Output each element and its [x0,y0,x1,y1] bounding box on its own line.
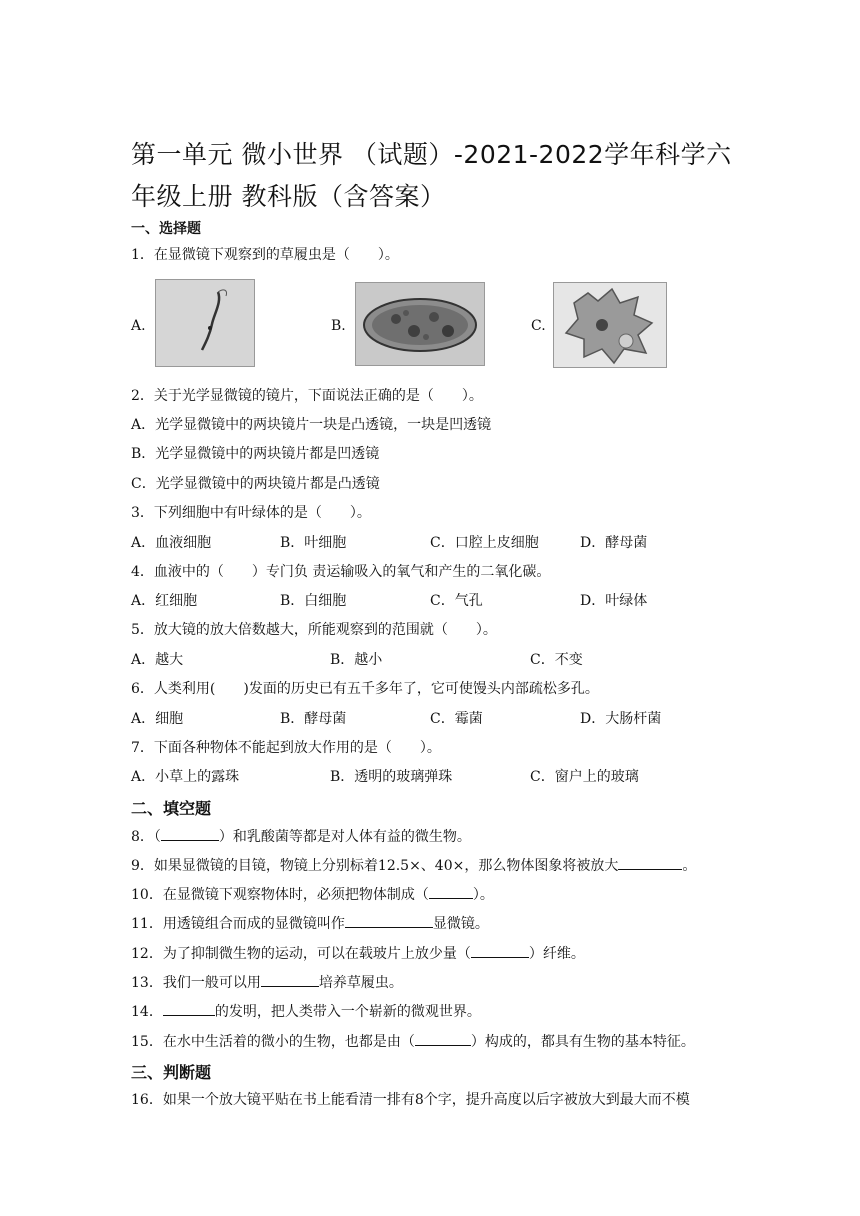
q8-answer-blank[interactable] [161,826,219,841]
question-13 [131,972,403,993]
q12-text-a: 12．为了抑制微生物的运动，可以在载玻片上放少量（ [131,946,471,962]
q11-text-a: 11．用透镜组合而成的显微镜叫作 [131,916,345,932]
q5-option-b: B．越小 [330,652,383,668]
question-7: 7．下面各种物体不能起到放大作用的是（ ）。 [131,740,441,756]
q4-option-c: C．气孔 [430,593,483,609]
q8-text-a: 8．（ [131,829,161,845]
q10-text-b: ）。 [472,887,494,903]
q8-text-b: ）和乳酸菌等都是对人体有益的微生物。 [218,829,471,845]
q13-text-b: 培养草履虫。 [318,975,403,991]
q2-option-b: B．光学显微镜中的两块镜片都是凹透镜 [131,446,380,462]
q3-option-d: D．酵母菌 [580,535,648,551]
question-3: 3．下列细胞中有叶绿体的是（ ）。 [131,505,371,521]
q6-option-a: A．细胞 [131,711,184,727]
q9-text-a: 9．如果显微镜的目镜，物镜上分别标着12.5×、40×，那么物体图象将被放大 [131,858,619,874]
q4-option-b: B．白细胞 [280,593,347,609]
q12-answer-blank[interactable] [471,943,529,958]
q6-option-b: B．酵母菌 [280,711,347,727]
q11-text-b: 显微镜。 [432,916,489,932]
question-15 [131,1031,695,1052]
q11-answer-blank[interactable] [345,913,433,928]
question-11 [131,913,489,934]
q14-answer-blank[interactable] [163,1001,215,1016]
q4-option-d: D．叶绿体 [580,593,648,609]
q9-text-b: 。 [682,858,697,874]
q7-option-b: B．透明的玻璃弹珠 [330,769,453,785]
q2-option-c: C．光学显微镜中的两块镜片都是凸透镜 [131,476,380,492]
q9-answer-blank[interactable] [618,855,682,870]
question-14 [131,1001,481,1022]
paramecium-image [355,282,485,366]
q5-option-c: C．不变 [530,652,583,668]
amoeba-image [553,282,667,368]
q1-label-a: A. [131,318,146,334]
question-16: 16．如果一个放大镜平贴在书上能看清一排有8个字，提升高度以后字被放大到最大而不模 [131,1092,690,1108]
question-10 [131,884,494,905]
question-9 [131,855,696,876]
q15-text-b: ）构成的，都具有生物的基本特征。 [470,1034,695,1050]
q1-label-b: B. [331,318,346,334]
question-4: 4．血液中的（ ）专门负 责运输吸入的氧气和产生的二氧化碳。 [131,564,551,580]
question-12 [131,943,585,964]
euglena-image [155,279,255,367]
section-fill-heading: 二、填空题 [131,799,212,818]
question-8 [131,826,471,847]
section-choice-heading: 一、选择题 [131,221,201,237]
q3-option-b: B．叶细胞 [280,535,347,551]
question-1: 1．在显微镜下观察到的草履虫是（ ）。 [131,247,399,263]
question-2: 2．关于光学显微镜的镜片，下面说法正确的是（ ）。 [131,388,483,404]
q15-text-a: 15．在水中生活着的微小的生物，也都是由（ [131,1034,415,1050]
question-6: 6．人类利用( )发面的历史已有五千多年了，它可使馒头内部疏松多孔。 [131,681,599,697]
q6-option-d: D．大肠杆菌 [580,711,662,727]
q3-option-a: A．血液细胞 [131,535,212,551]
q5-option-a: A．越大 [131,652,184,668]
q14-text-a: 14． [131,1004,163,1020]
q10-answer-blank[interactable] [429,884,473,899]
q7-option-c: C．窗户上的玻璃 [530,769,639,785]
q12-text-b: ）纤维。 [528,946,585,962]
q15-answer-blank[interactable] [415,1031,471,1046]
q2-option-a: A．光学显微镜中的两块镜片一块是凸透镜，一块是凹透镜 [131,417,492,433]
q3-option-c: C．口腔上皮细胞 [430,535,539,551]
q1-label-c: C. [531,318,546,334]
section-judge-heading: 三、判断题 [131,1063,212,1082]
q13-text-a: 13．我们一般可以用 [131,975,261,991]
q14-text-b: 的发明，把人类带入一个崭新的微观世界。 [214,1004,481,1020]
q7-option-a: A．小草上的露珠 [131,769,240,785]
q4-option-a: A．红细胞 [131,593,198,609]
page-title: 第一单元 微小世界 （试题）-2021-2022学年科学六年级上册 教科版（含答案） [131,140,732,211]
q6-option-c: C．霉菌 [430,711,483,727]
q10-text-a: 10．在显微镜下观察物体时，必须把物体制成（ [131,887,429,903]
question-5: 5．放大镜的放大倍数越大，所能观察到的范围就（ ）。 [131,622,497,638]
q13-answer-blank[interactable] [261,972,319,987]
